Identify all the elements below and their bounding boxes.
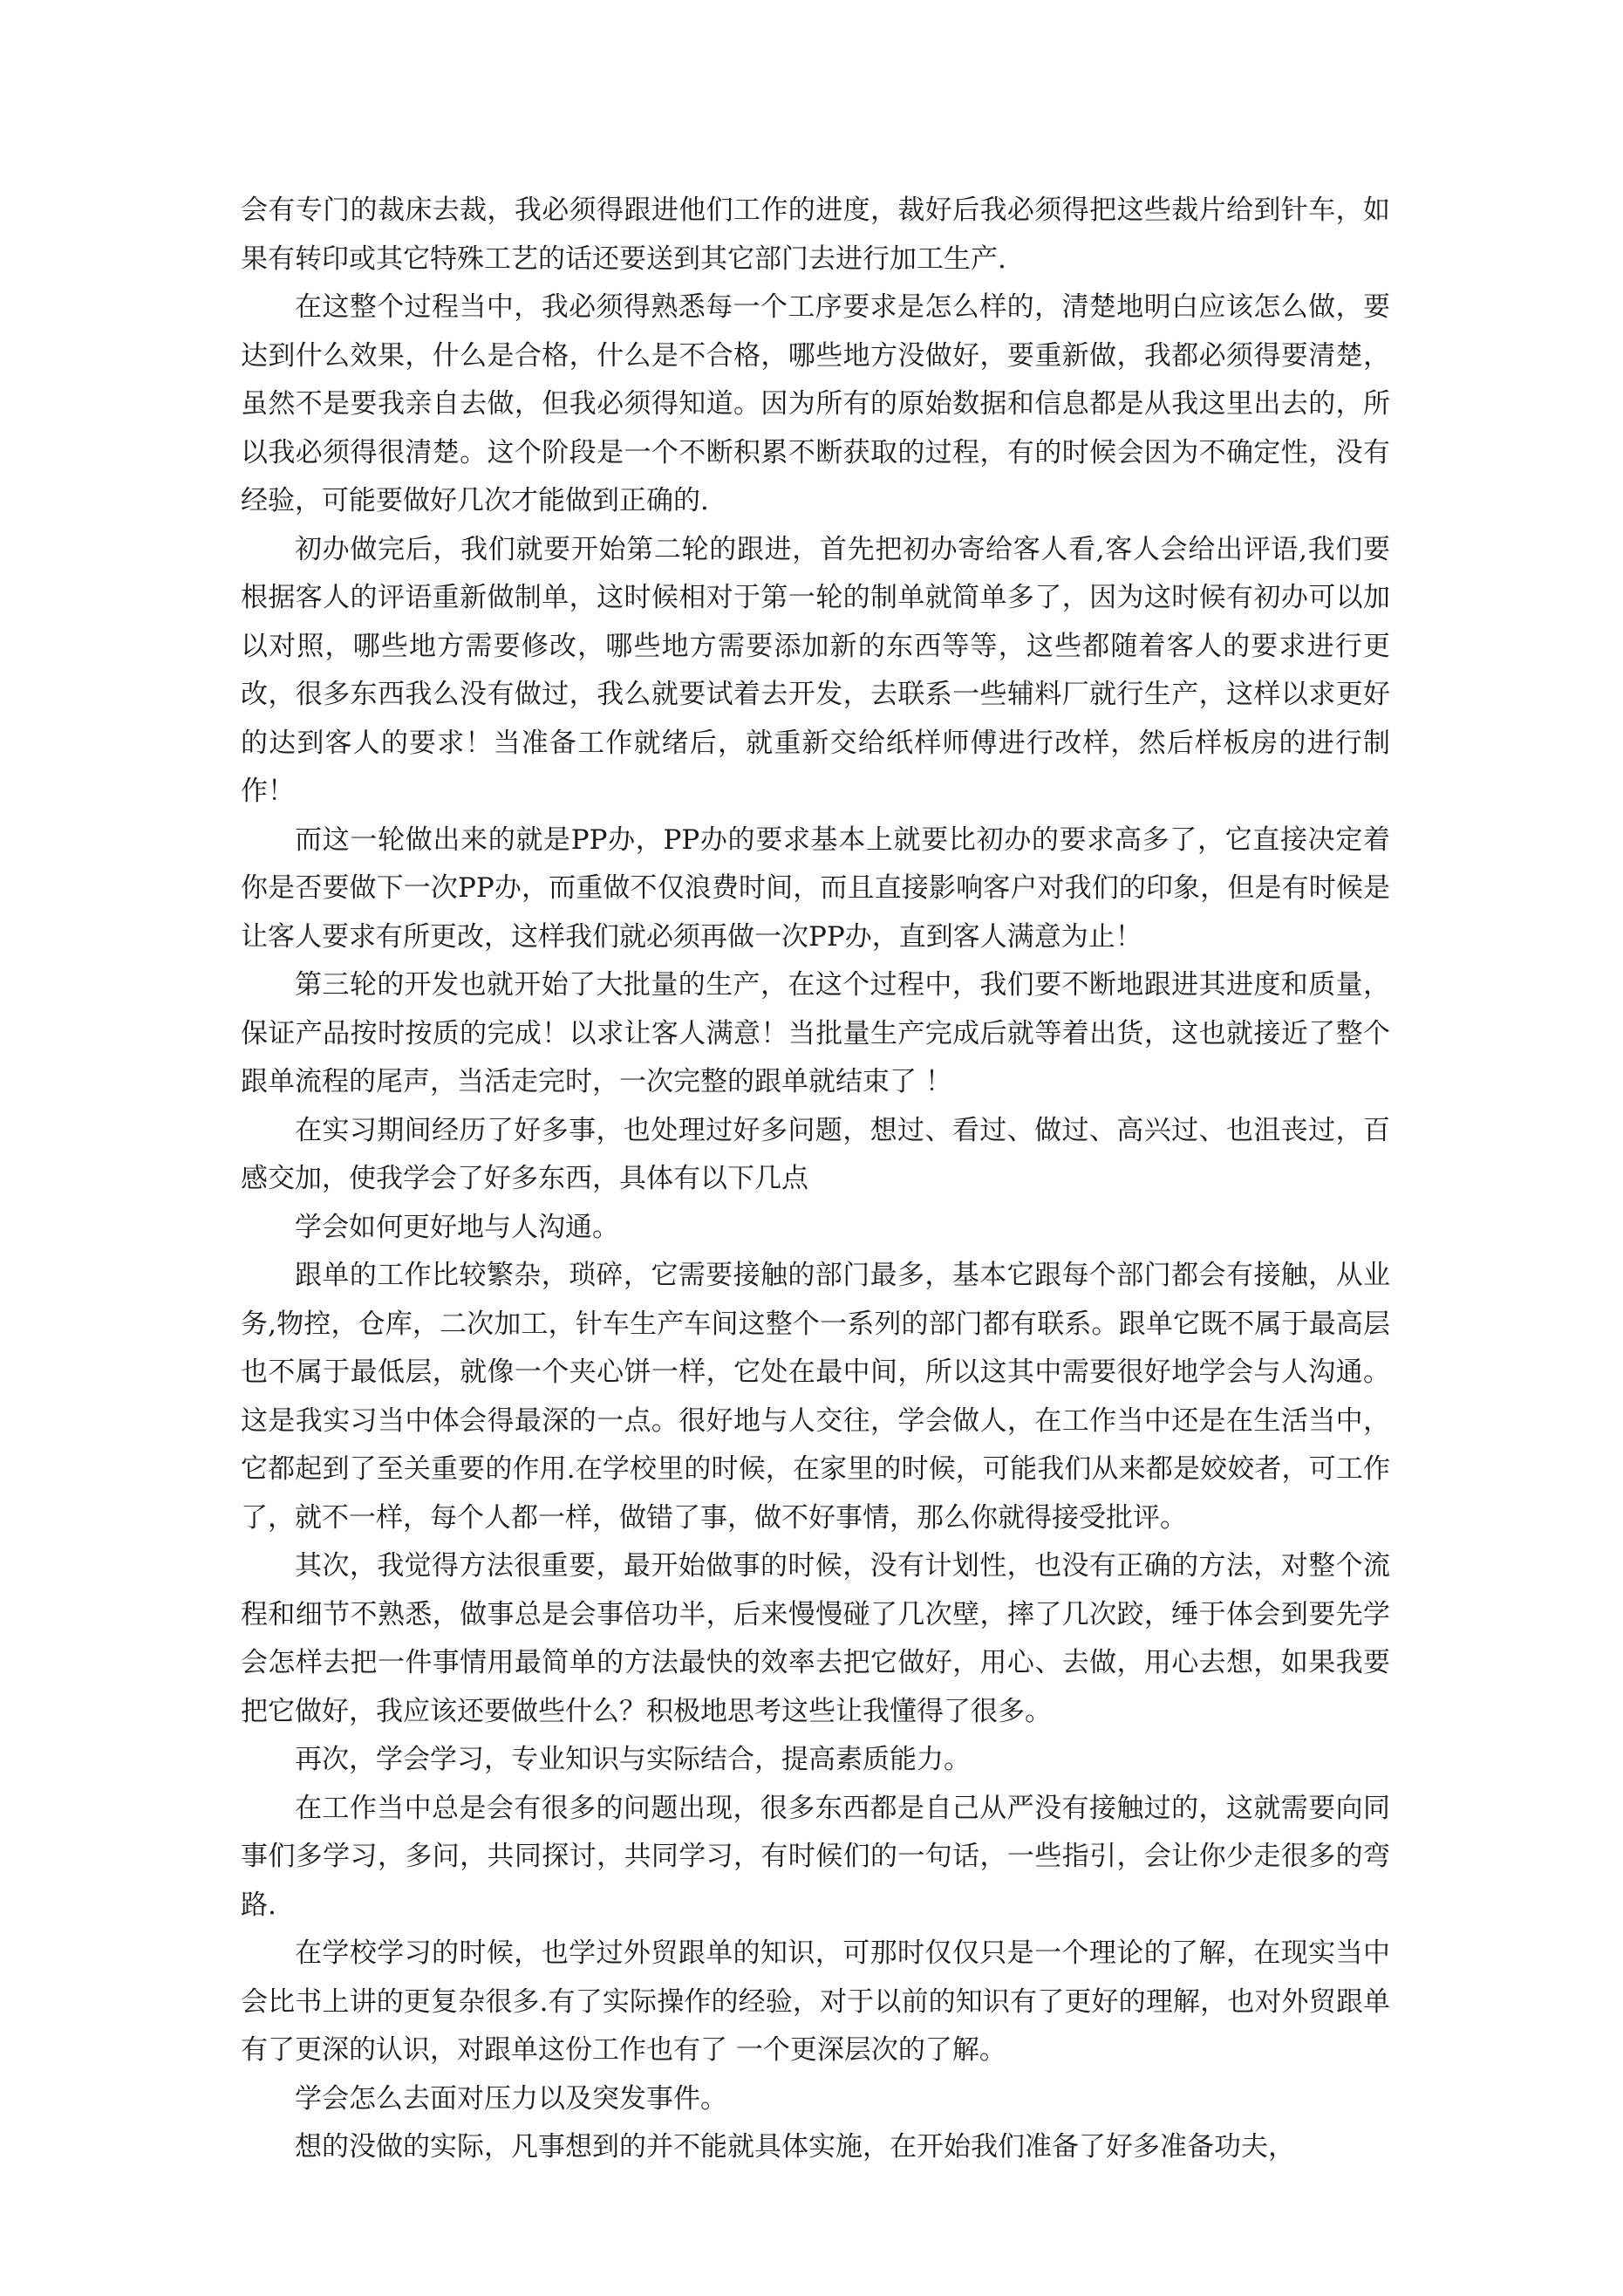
document-body [241,187,1390,2172]
paragraph-7: 学会如何更好地与人沟通。 [295,1211,619,1243]
paragraph-10: 再次，学会学习，专业知识与实际结合，提高素质能力。 [295,1744,971,1775]
paragraph-13: 学会怎么去面对压力以及突发事件。 [295,2082,727,2115]
paragraph-6: 在实习期间经历了好多事，也处理过好多问题，想过、看过、做过、高兴过、也沮丧过，百感交加，使我学会了好多东西，具体有以下几点 [241,1114,1390,1194]
paragraph-1: 会有专门的裁床去裁，我必须得跟进他们工作的进度，裁好后我必须得把这些裁片给到针车，如果有转印或其它特殊工艺的话还要送到其它部门去进行加工生产. [241,195,1390,275]
paragraph-5: 第三轮的开发也就开始了大批量的生产，在这个过程中，我们要不断地跟进其进度和质量，保证产品按时按质的完成！以求让客人满意！当批量生产完成后就等着出货，这也就接近了整个跟单流程的尾声，当活走完时，一次完整的跟单就结束了 ！ [241,969,1390,1097]
paragraph-9: 其次，我觉得方法很重要，最开始做事的时候，没有计划性，也没有正确的方法，对整个流程和细节不熟悉，做事总是会事倍功半，后来慢慢碰了几次壁，摔了几次跤，缍于体会到要先学会怎样去把一件事情用最简单的方法最快的效率去把它做好，用心、去做，用心去想，如果我要把它做好，我应该还要做些什么？积极地思考这些让我懂得了很多。 [241,1550,1390,1727]
paragraph-11: 在工作当中总是会有很多的问题出现，很多东西都是自己从严没有接触过的，这就需要向同事们多学习，多问，共同探讨，共同学习，有时候们的一句话，一些指引，会让你少走很多的弯路. [241,1792,1390,1921]
paragraph-14: 想的没做的实际，凡事想到的并不能就具体实施，在开始我们准备了好多准备功夫， [295,2131,1295,2163]
paragraph-3: 初办做完后，我们就要开始第二轮的跟进，首先把初办寄给客人看,客人会给出评语,我们要根据客人的评语重新做制单，这时候相对于第一轮的制单就简单多了，因为这时候有初办可以加以对照，哪些地方需要修改，哪些地方需要添加新的东西等等，这些都随着客人的要求进行更改，很多东西我么没有做过，我么就要试着去开发，去联系一些辅料厂就行生产，这样以求更好的达到客人的要求！当准备工作就绪后，就重新交给纸样师傅进行改样，然后样板房的进行制作！ [241,533,1390,807]
paragraph-2: 在这整个过程当中，我必须得熟悉每一个工序要求是怎么样的，清楚地明白应该怎么做，要达到什么效果，什么是合格，什么是不合格，哪些地方没做好，要重新做，我都必须得要清楚，虽然不是要我亲自去做，但我必须得知道。因为所有的原始数据和信息都是从我这里出去的，所以我必须得很清楚。这个阶段是一个不断积累不断获取的过程，有的时候会因为不确定性，没有经验，可能要做好几次才能做到正确的. [241,291,1390,516]
paragraph-12: 在学校学习的时候，也学过外贸跟单的知识，可那时仅仅只是一个理论的了解，在现实当中会比书上讲的更复杂很多.有了实际操作的经验，对于以前的知识有了更好的理解，也对外贸跟单有了更深的认识，对跟单这份工作也有了 一个更深层次的了解。 [241,1937,1390,2066]
paragraph-4: 而这一轮做出来的就是PP办，PP办的要求基本上就要比初办的要求高多了，它直接决定着你是否要做下一次PP办，而重做不仅浪费时间，而且直接影响客户对我们的印象，但是有时候是让客人要求有所更改，这样我们就必须再做一次PP办，直到客人满意为止！ [241,823,1390,953]
paragraph-8: 跟单的工作比较繁杂，琐碎，它需要接触的部门最多，基本它跟每个部门都会有接触，从业务,物控，仓库，二次加工，针车生产车间这整个一系列的部门都有联系。跟单它既不属于最高层也不属于最低层，就像一个夹心饼一样，它处在最中间，所以这其中需要很好地学会与人沟通。这是我实习当中体会得最深的一点。很好地与人交往，学会做人，在工作当中还是在生活当中，它都起到了至关重要的作用.在学校里的时候，在家里的时候，可能我们从来都是姣姣者，可工作了，就不一样，每个人都一样，做错了事，做不好事情，那么你就得接受批评。 [241,1260,1390,1534]
